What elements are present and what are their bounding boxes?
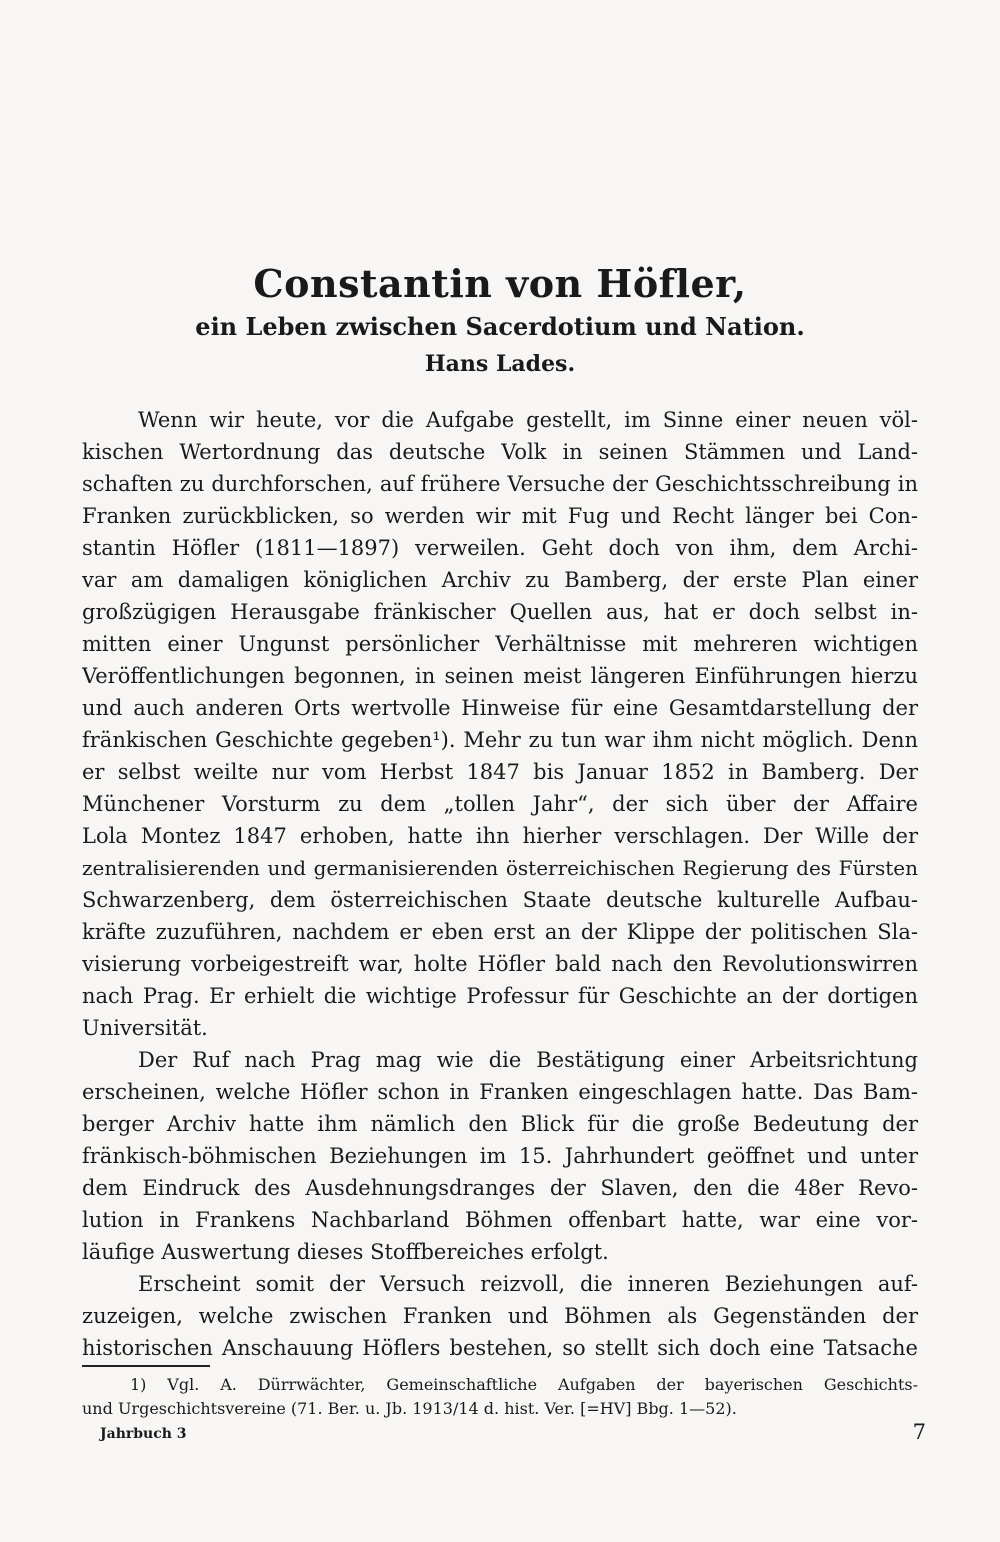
text-line: erscheinen, welche Höfler schon in Franken eingeschlagen hatte. Das Bam- — [82, 1080, 918, 1104]
article-body — [82, 404, 918, 1364]
footnote — [82, 1373, 918, 1421]
paragraph-1 — [82, 404, 918, 1044]
text-line: lution in Frankens Nachbarland Böhmen offenbart hatte, war eine vor- — [82, 1208, 918, 1232]
text-line: zuzeigen, welche zwischen Franken und Böhmen als Gegenständen der — [82, 1304, 918, 1328]
article-title: Constantin von Höfler, — [253, 261, 747, 306]
text-line: Universität. — [82, 1016, 208, 1040]
text-line: und auch anderen Orts wertvolle Hinweise für eine Gesamtdarstellung der — [82, 696, 918, 720]
paragraph-2 — [82, 1044, 918, 1268]
article-author: Hans Lades. — [424, 351, 576, 377]
text-line: Lola Montez 1847 erhoben, hatte ihn hierher verschlagen. Der Wille der — [82, 824, 918, 848]
footnote-line: 1) Vgl. A. Dürrwächter, Gemeinschaftliche Aufgaben der bayerischen Geschichts- — [130, 1375, 918, 1394]
text-line: visierung vorbeigestreift war, holte Höfler bald nach den Revolutionswirren — [82, 952, 918, 976]
text-line: Franken zurückblicken, so werden wir mit Fug und Recht länger bei Con- — [82, 504, 918, 528]
text-line: Münchener Vorsturm zu dem „tollen Jahr“, der sich über der Affaire — [82, 792, 918, 816]
text-line: Veröffentlichungen begonnen, in seinen meist längeren Einführungen hierzu — [82, 664, 918, 688]
footnote-line: und Urgeschichtsvereine (71. Ber. u. Jb. 1913/14 d. hist. Ver. [=HV] Bbg. 1—52). — [82, 1399, 737, 1418]
text-line: Wenn wir heute, vor die Aufgabe gestellt, im Sinne einer neuen völ- — [138, 408, 918, 432]
article-subtitle: ein Leben zwischen Sacerdotium und Nation. — [195, 312, 805, 341]
text-line: stantin Höfler (1811—1897) verweilen. Geht doch von ihm, dem Archi- — [82, 536, 918, 560]
text-line: Der Ruf nach Prag mag wie die Bestätigung einer Arbeitsrichtung — [138, 1048, 918, 1072]
text-line: zentralisierenden und germanisierenden österreichischen Regierung des Fürsten — [82, 856, 918, 880]
text-line: schaften zu durchforschen, auf frühere Versuche der Geschichtsschreibung in — [82, 472, 918, 496]
text-line: kräfte zuzuführen, nachdem er eben erst an der Klippe der politischen Sla- — [82, 920, 918, 944]
text-line: Erscheint somit der Versuch reizvoll, die inneren Beziehungen auf- — [138, 1272, 918, 1296]
text-line: kischen Wertordnung das deutsche Volk in seinen Stämmen und Land- — [82, 440, 918, 464]
text-line: fränkisch-böhmischen Beziehungen im 15. Jahrhundert geöffnet und unter — [82, 1144, 918, 1168]
text-line: läufige Auswertung dieses Stoffbereiches erfolgt. — [82, 1240, 609, 1264]
text-line: berger Archiv hatte ihm nämlich den Blick für die große Bedeutung der — [82, 1112, 918, 1136]
page-number: 7 — [912, 1420, 926, 1444]
text-line: nach Prag. Er erhielt die wichtige Professur für Geschichte an der dortigen — [82, 984, 918, 1008]
text-line: er selbst weilte nur vom Herbst 1847 bis Januar 1852 in Bamberg. Der — [82, 760, 918, 784]
text-line: dem Eindruck des Ausdehnungsdranges der Slaven, den die 48er Revo- — [82, 1176, 918, 1200]
text-line: historischen Anschauung Höflers bestehen, so stellt sich doch eine Tatsache — [82, 1336, 918, 1360]
text-line: Schwarzenberg, dem österreichischen Staate deutsche kulturelle Aufbau- — [82, 888, 918, 912]
article-header — [82, 262, 918, 380]
text-line: großzügigen Herausgabe fränkischer Quellen aus, hat er doch selbst in- — [82, 600, 918, 624]
text-line: mitten einer Ungunst persönlicher Verhältnisse mit mehreren wichtigen — [82, 632, 918, 656]
paragraph-3 — [82, 1268, 918, 1364]
signature-mark: Jahrbuch 3 — [100, 1426, 187, 1442]
text-line: fränkischen Geschichte gegeben¹). Mehr zu tun war ihm nicht möglich. Denn — [82, 728, 918, 752]
footnote-divider — [82, 1365, 210, 1367]
text-line: var am damaligen königlichen Archiv zu Bamberg, der erste Plan einer — [82, 568, 918, 592]
